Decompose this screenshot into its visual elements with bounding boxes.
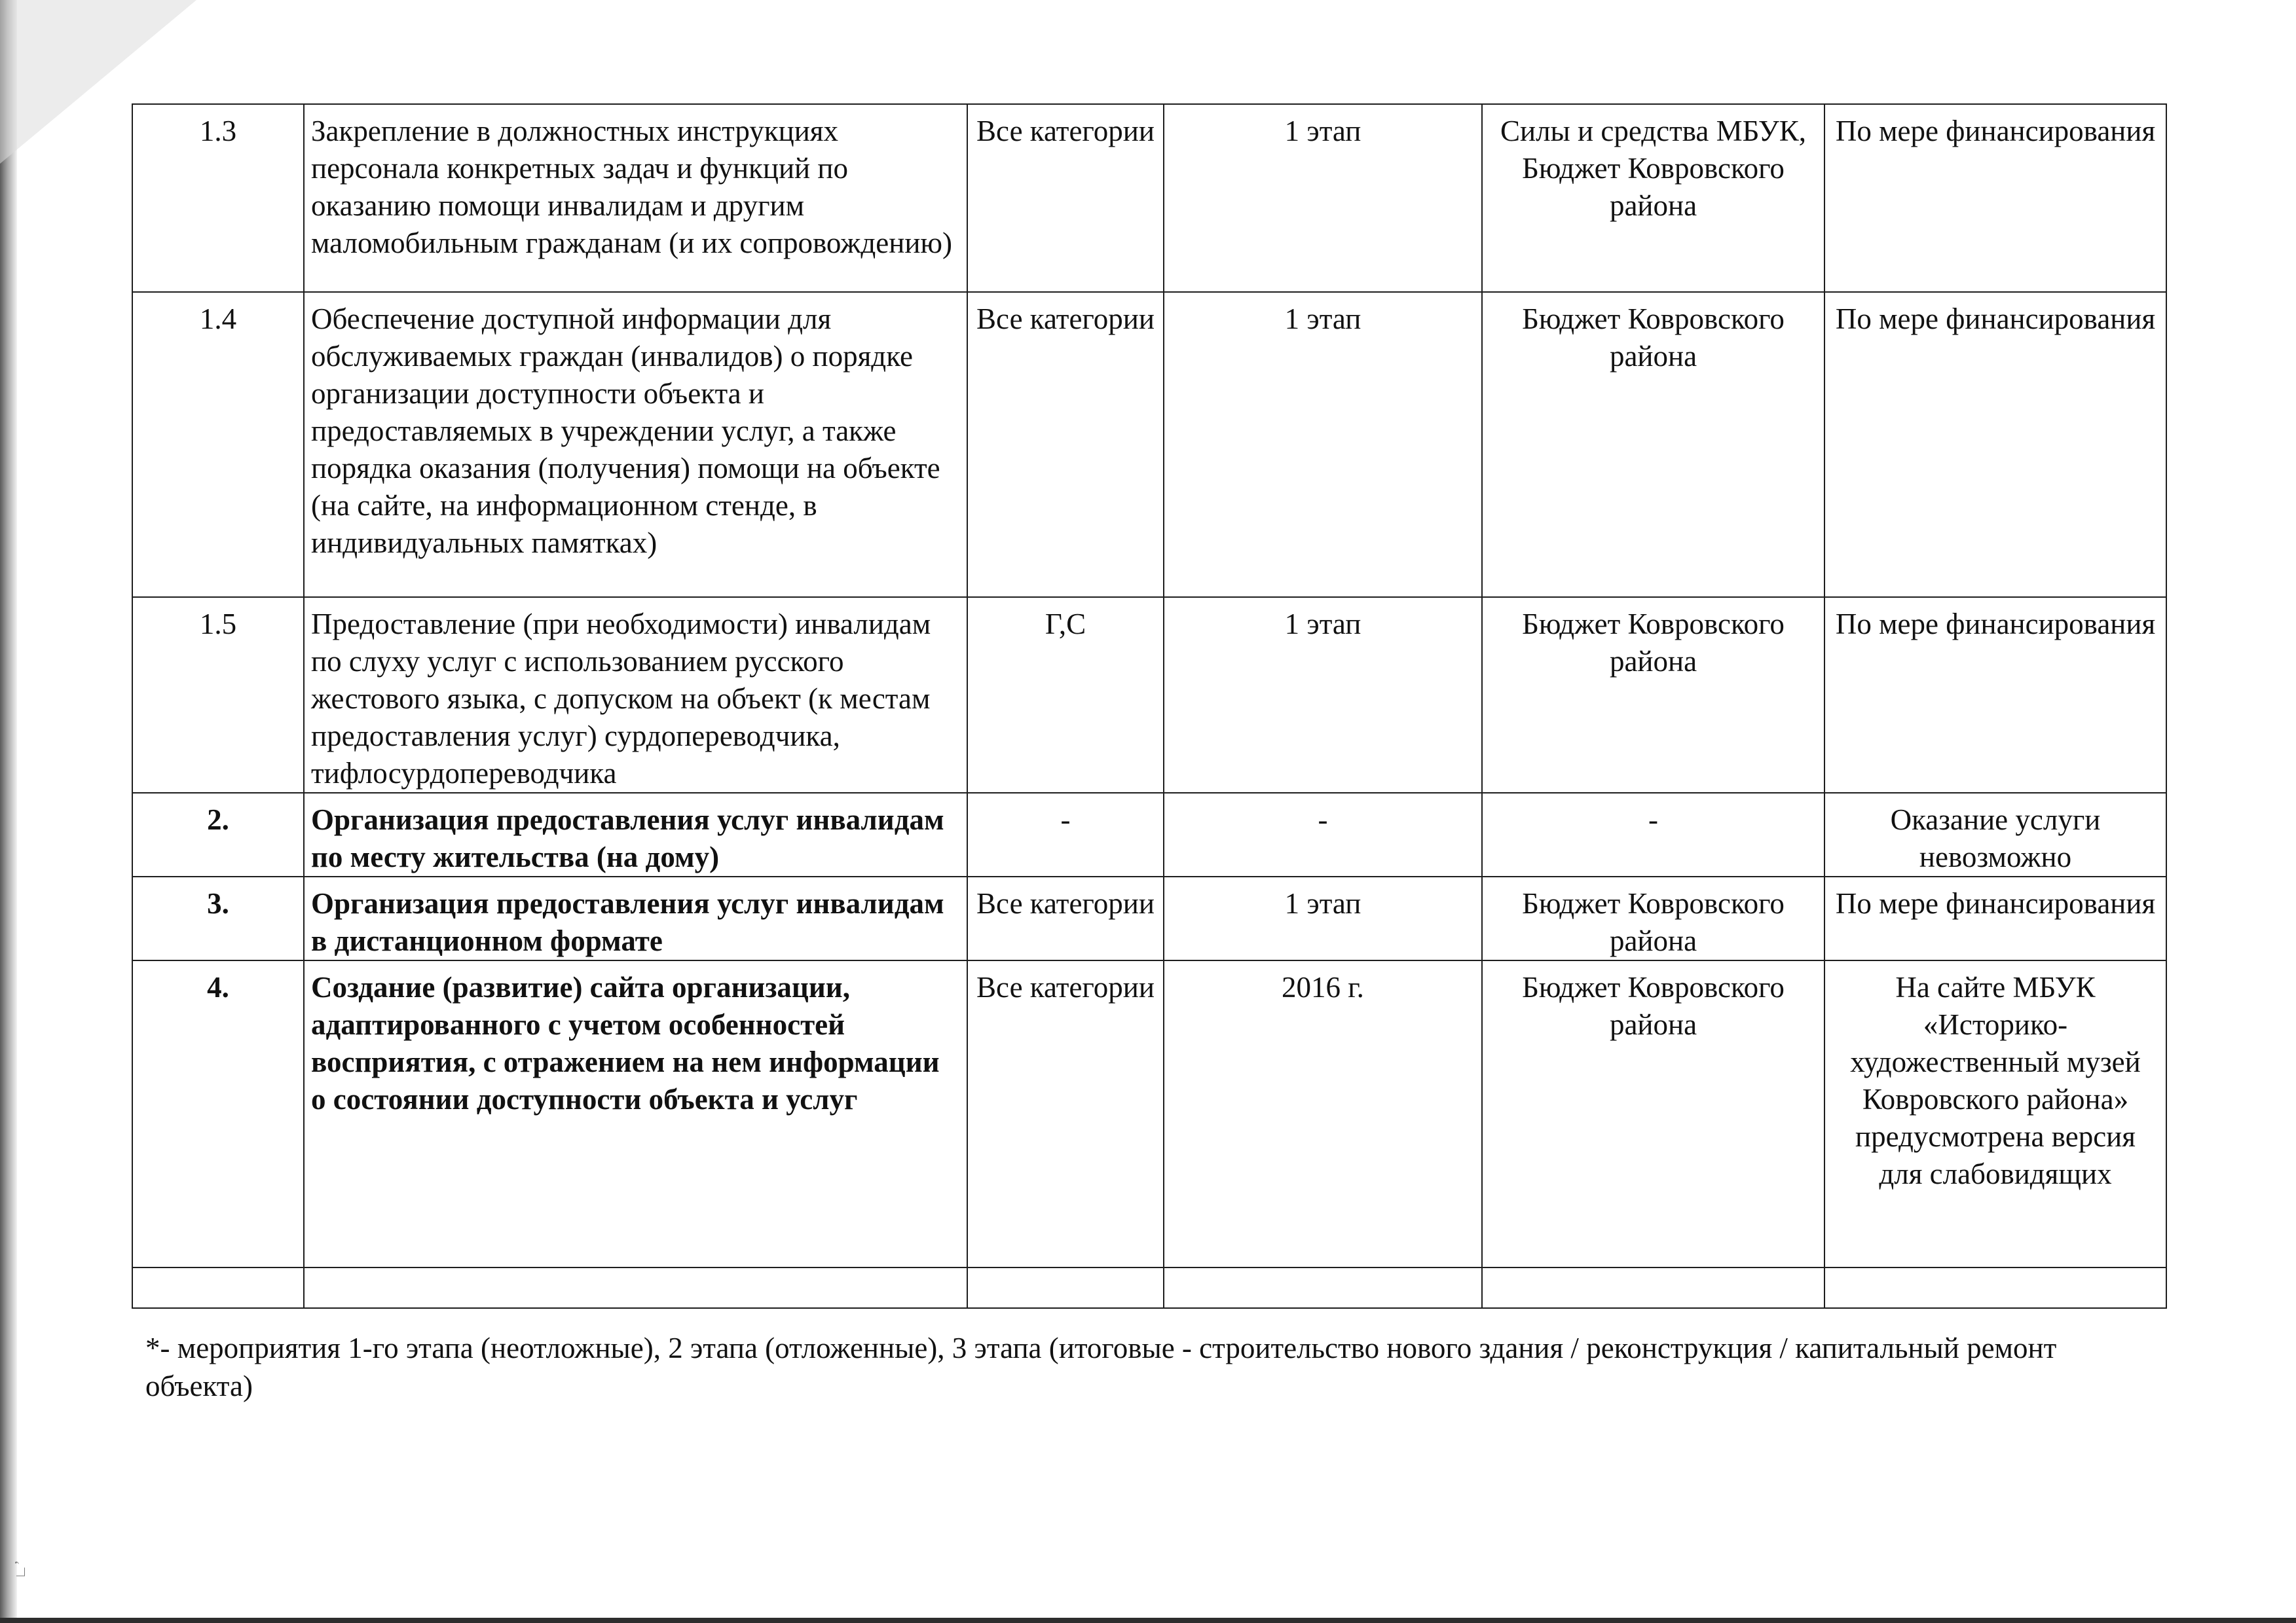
- disability-categories: -: [967, 793, 1164, 877]
- implementation-note: По мере финансирования: [1824, 104, 2166, 292]
- empty-cell: [1164, 1267, 1482, 1308]
- scan-bottom-edge: [0, 1618, 2296, 1623]
- row-number: 2.: [132, 793, 304, 877]
- table-row: [132, 793, 2166, 877]
- empty-cell: [1482, 1267, 1824, 1308]
- measure-description: Закрепление в должностных инструкциях персонала конкретных задач и функций по оказанию помощи инвалидам и другим маломобильным гражданам (и их сопровождению): [304, 104, 967, 292]
- implementation-note: Оказание услуги невозможно: [1824, 793, 2166, 877]
- row-number: 1.3: [132, 104, 304, 292]
- measure-description: Создание (развитие) сайта организации, адаптированного с учетом особенностей восприятия, с отражением на нем информации о состоянии доступности объекта и услуг: [304, 960, 967, 1267]
- stage: -: [1164, 793, 1482, 877]
- implementation-note: На сайте МБУК «Историко-художественный музей Ковровского района» предусмотрена версия для слабовидящих: [1824, 960, 2166, 1267]
- measure-description: Предоставление (при необходимости) инвалидам по слуху услуг с использованием русского жестового языка, с допуском на объект (к местам предоставления услуг) сурдопереводчика, тифлосурдопереводчика: [304, 597, 967, 793]
- implementation-note: По мере финансирования: [1824, 877, 2166, 960]
- disability-categories: Все категории: [967, 104, 1164, 292]
- stage: 1 этап: [1164, 292, 1482, 597]
- stage: 2016 г.: [1164, 960, 1482, 1267]
- empty-cell: [304, 1267, 967, 1308]
- measure-description: Организация предоставления услуг инвалидам по месту жительства (на дому): [304, 793, 967, 877]
- implementation-note: По мере финансирования: [1824, 597, 2166, 793]
- funding-source: Бюджет Ковровского района: [1482, 960, 1824, 1267]
- implementation-note: По мере финансирования: [1824, 292, 2166, 597]
- empty-cell: [967, 1267, 1164, 1308]
- stage: 1 этап: [1164, 597, 1482, 793]
- table-row: [132, 597, 2166, 793]
- empty-cell: [1824, 1267, 2166, 1308]
- table-row: [132, 104, 2166, 292]
- scan-left-edge: [0, 0, 17, 1623]
- row-number: 4.: [132, 960, 304, 1267]
- funding-source: Силы и средства МБУК, Бюджет Ковровского района: [1482, 104, 1824, 292]
- stage: 1 этап: [1164, 104, 1482, 292]
- stage: 1 этап: [1164, 877, 1482, 960]
- stage-footnote: *- мероприятия 1-го этапа (неотложные), 2 этапа (отложенные), 3 этапа (итоговые - строительство нового здания / реконструкция / капитальный ремонт объекта): [145, 1332, 2057, 1402]
- empty-cell: [132, 1267, 304, 1308]
- row-number: 3.: [132, 877, 304, 960]
- measure-description: Организация предоставления услуг инвалидам в дистанционном формате: [304, 877, 967, 960]
- disability-categories: Все категории: [967, 960, 1164, 1267]
- scan-margin-mark: ∟ʼ: [12, 1560, 28, 1579]
- disability-categories: Все категории: [967, 292, 1164, 597]
- empty-table-row: [132, 1267, 2166, 1308]
- table-row: [132, 960, 2166, 1267]
- disability-categories: Все категории: [967, 877, 1164, 960]
- table-row: [132, 292, 2166, 597]
- measure-description: Обеспечение доступной информации для обслуживаемых граждан (инвалидов) о порядке организации доступности объекта и предоставляемых в учреждении услуг, а также порядка оказания (получения) помощи на объекте (на сайте, на информационном стенде, в индивидуальных памятках): [304, 292, 967, 597]
- row-number: 1.4: [132, 292, 304, 597]
- funding-source: Бюджет Ковровского района: [1482, 597, 1824, 793]
- disability-categories: Г,С: [967, 597, 1164, 793]
- table-row: [132, 877, 2166, 960]
- funding-source: -: [1482, 793, 1824, 877]
- row-number: 1.5: [132, 597, 304, 793]
- accessibility-measures-table: [132, 103, 2167, 1309]
- funding-source: Бюджет Ковровского района: [1482, 877, 1824, 960]
- funding-source: Бюджет Ковровского района: [1482, 292, 1824, 597]
